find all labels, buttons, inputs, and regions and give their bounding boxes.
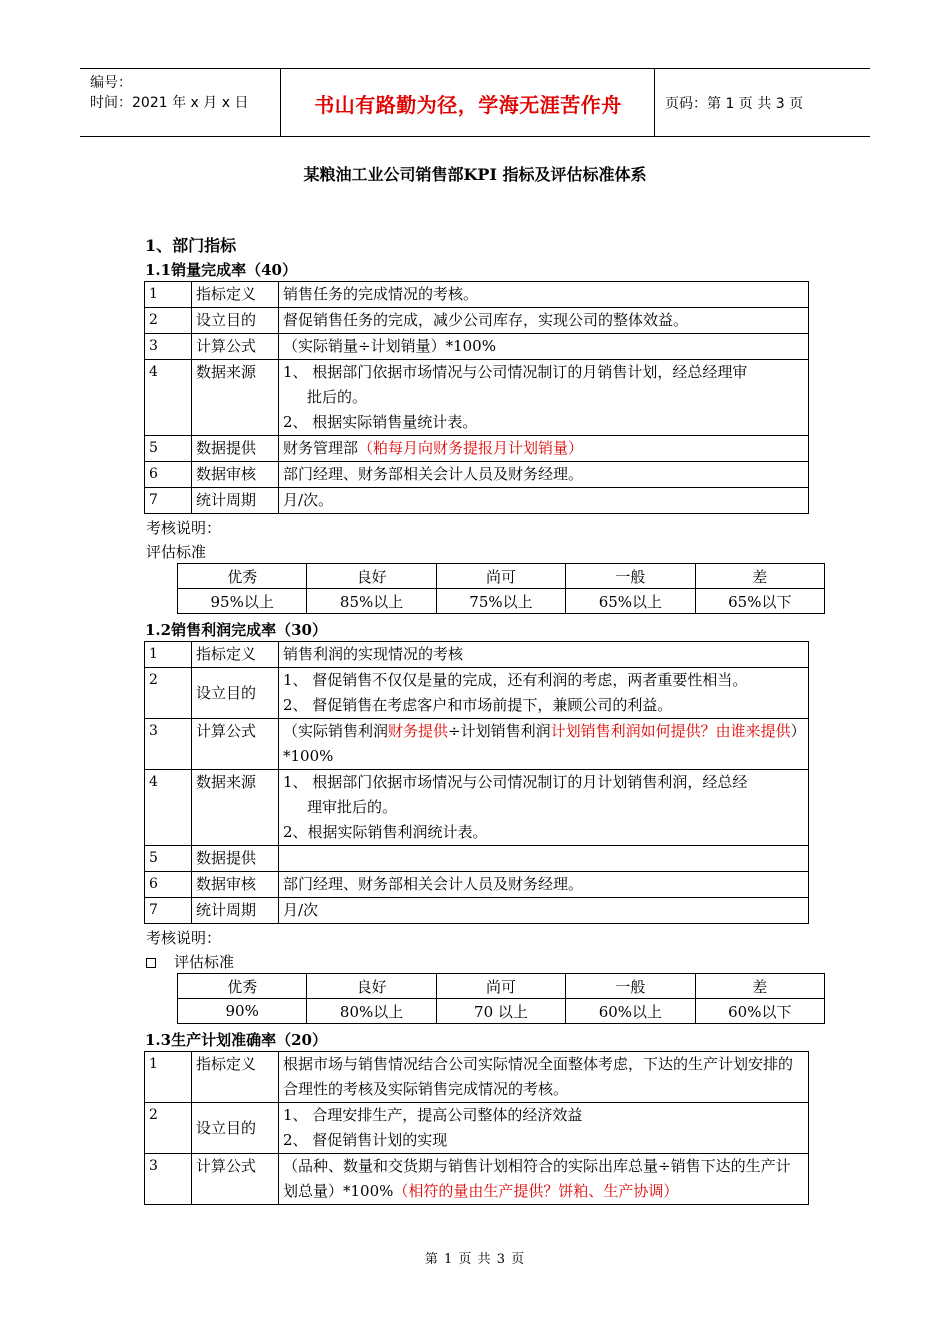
row-content bbox=[279, 719, 809, 770]
header-meta bbox=[90, 73, 248, 113]
row-number: 4 bbox=[145, 360, 192, 436]
header-motto: 书山有路勤为径，学海无涯苦作舟 bbox=[314, 93, 622, 117]
content-line: 1、 根据部门依据市场情况与公司情况制订的月销售计划，经总经理审 bbox=[283, 363, 748, 381]
kpi-1-heading: 1.1销量完成率（40） bbox=[145, 261, 297, 279]
row-content bbox=[279, 668, 809, 719]
content-line: 1、 合理安排生产，提高公司整体的经济效益 bbox=[283, 1106, 583, 1124]
row-number: 6 bbox=[145, 462, 192, 488]
row-label: 指标定义 bbox=[192, 1052, 279, 1103]
row-label: 指标定义 bbox=[192, 642, 279, 668]
standard-label: 评估标准 bbox=[146, 543, 207, 561]
row-label: 统计周期 bbox=[192, 898, 279, 924]
red-annotation: 计划销售利润如何提供？由谁来提供 bbox=[550, 722, 791, 740]
table-row bbox=[178, 999, 825, 1024]
page-header bbox=[80, 68, 870, 137]
assessment-note: 考核说明： bbox=[146, 519, 222, 537]
row-label: 数据来源 bbox=[192, 360, 279, 436]
table-row bbox=[145, 898, 809, 924]
standard-label-text: 评估标准 bbox=[174, 953, 235, 971]
red-annotation: （相符的量由生产提供？饼粕、生产协调） bbox=[393, 1182, 679, 1200]
header-page-info: 页码：第 1 页 共 3 页 bbox=[665, 96, 804, 112]
time-label: 时间：2021 年 x 月 x 日 bbox=[90, 95, 249, 111]
table-row bbox=[145, 846, 809, 872]
row-number: 1 bbox=[145, 282, 192, 308]
table-row bbox=[145, 872, 809, 898]
grade-header: 一般 bbox=[566, 974, 695, 999]
grade-header: 良好 bbox=[307, 564, 436, 589]
row-content: 部门经理、财务部相关会计人员及财务经理。 bbox=[279, 462, 809, 488]
row-label: 计算公式 bbox=[192, 1154, 279, 1205]
section-heading: 1、部门指标 bbox=[145, 236, 237, 255]
grade-value: 60%以上 bbox=[566, 999, 695, 1024]
grade-header: 良好 bbox=[307, 974, 436, 999]
table-row bbox=[145, 770, 809, 846]
grade-value: 85%以上 bbox=[307, 589, 436, 614]
row-label: 数据审核 bbox=[192, 872, 279, 898]
row-content: 月/次 bbox=[279, 898, 809, 924]
kpi-3-table bbox=[144, 1051, 809, 1205]
grade-header: 差 bbox=[695, 564, 824, 589]
red-annotation: 财务提供 bbox=[388, 722, 449, 740]
grade-value: 65%以上 bbox=[566, 589, 695, 614]
content-line: 1、 根据部门依据市场情况与公司情况制订的月计划销售利润，经总经 bbox=[283, 773, 748, 791]
header-divider bbox=[280, 69, 281, 136]
row-label: 数据来源 bbox=[192, 770, 279, 846]
table-row bbox=[145, 1052, 809, 1103]
standard-table bbox=[177, 563, 825, 614]
row-number: 7 bbox=[145, 488, 192, 514]
content-line: 理审批后的。 bbox=[307, 798, 398, 816]
row-content bbox=[279, 1103, 809, 1154]
row-label: 统计周期 bbox=[192, 488, 279, 514]
kpi-2-heading: 1.2销售利润完成率（30） bbox=[145, 621, 327, 639]
row-label: 设立目的 bbox=[192, 668, 279, 719]
row-number: 1 bbox=[145, 1052, 192, 1103]
grade-value: 70 以上 bbox=[436, 999, 565, 1024]
content-line: 2、 督促销售在考虑客户和市场前提下，兼顾公司的利益。 bbox=[283, 696, 673, 714]
row-content bbox=[279, 770, 809, 846]
document-title: 某粮油工业公司销售部KPI 指标及评估标准体系 bbox=[303, 165, 647, 184]
row-content: 销售任务的完成情况的考核。 bbox=[279, 282, 809, 308]
table-row bbox=[145, 719, 809, 770]
table-row bbox=[145, 462, 809, 488]
row-number: 2 bbox=[145, 668, 192, 719]
row-number: 3 bbox=[145, 1154, 192, 1205]
red-annotation: （粕每月向财务提报月计划销量） bbox=[358, 439, 584, 457]
grade-header: 一般 bbox=[566, 564, 695, 589]
table-row bbox=[145, 1154, 809, 1205]
row-label: 数据审核 bbox=[192, 462, 279, 488]
row-content: 督促销售任务的完成，减少公司库存，实现公司的整体效益。 bbox=[279, 308, 809, 334]
row-content: 销售利润的实现情况的考核 bbox=[279, 642, 809, 668]
row-content bbox=[279, 846, 809, 872]
table-row bbox=[145, 334, 809, 360]
row-label: 计算公式 bbox=[192, 334, 279, 360]
grade-value: 90% bbox=[178, 999, 307, 1024]
table-row bbox=[178, 974, 825, 999]
row-label: 设立目的 bbox=[192, 1103, 279, 1154]
table-row bbox=[145, 642, 809, 668]
kpi-3-heading: 1.3生产计划准确率（20） bbox=[145, 1031, 327, 1049]
table-row bbox=[178, 564, 825, 589]
row-number: 7 bbox=[145, 898, 192, 924]
content-line: 2、 根据实际销售量统计表。 bbox=[283, 413, 478, 431]
row-content: 部门经理、财务部相关会计人员及财务经理。 bbox=[279, 872, 809, 898]
table-row bbox=[145, 282, 809, 308]
row-number: 6 bbox=[145, 872, 192, 898]
row-content: 月/次。 bbox=[279, 488, 809, 514]
row-number: 3 bbox=[145, 719, 192, 770]
page-footer: 第 1 页 共 3 页 bbox=[424, 1252, 526, 1267]
grade-value: 60%以下 bbox=[695, 999, 824, 1024]
table-row bbox=[145, 668, 809, 719]
row-number: 4 bbox=[145, 770, 192, 846]
row-number: 5 bbox=[145, 846, 192, 872]
grade-header: 差 bbox=[695, 974, 824, 999]
content-line: 1、 督促销售不仅仅是量的完成，还有利润的考虑，两者重要性相当。 bbox=[283, 671, 748, 689]
row-content bbox=[279, 360, 809, 436]
row-label: 设立目的 bbox=[192, 308, 279, 334]
grade-header: 尚可 bbox=[436, 974, 565, 999]
formula-text: ÷计划销售利润 bbox=[448, 722, 551, 740]
standard-table bbox=[177, 973, 825, 1024]
table-row bbox=[145, 488, 809, 514]
row-label: 计算公式 bbox=[192, 719, 279, 770]
content-line: 2、 督促销售计划的实现 bbox=[283, 1131, 448, 1149]
row-number: 1 bbox=[145, 642, 192, 668]
row-content: 根据市场与销售情况结合公司实际情况全面整体考虑，下达的生产计划安排的合理性的考核及实际销售完成情况的考核。 bbox=[279, 1052, 809, 1103]
grade-value: 80%以上 bbox=[307, 999, 436, 1024]
content-line: 2、根据实际销售利润统计表。 bbox=[283, 823, 488, 841]
grade-value: 95%以上 bbox=[178, 589, 307, 614]
grade-value: 75%以上 bbox=[436, 589, 565, 614]
content-line: 批后的。 bbox=[307, 388, 368, 406]
grade-header: 优秀 bbox=[178, 564, 307, 589]
table-row bbox=[145, 360, 809, 436]
grade-value: 65%以下 bbox=[695, 589, 824, 614]
table-row bbox=[145, 308, 809, 334]
bullet-square-icon bbox=[146, 958, 156, 968]
row-content bbox=[279, 436, 809, 462]
standard-label bbox=[146, 951, 234, 972]
kpi-2-table bbox=[144, 641, 809, 924]
formula-text: （品种、数量和交货期与销售计划相符合的实际出库总量÷销售下达的生产计划总量）*100% bbox=[283, 1157, 791, 1200]
row-number: 3 bbox=[145, 334, 192, 360]
content-text: 财务管理部 bbox=[283, 439, 359, 457]
grade-header: 优秀 bbox=[178, 974, 307, 999]
grade-header: 尚可 bbox=[436, 564, 565, 589]
table-row bbox=[145, 436, 809, 462]
table-row bbox=[145, 1103, 809, 1154]
number-label: 编号： bbox=[90, 75, 132, 91]
header-divider bbox=[654, 69, 655, 136]
row-label: 数据提供 bbox=[192, 436, 279, 462]
row-content bbox=[279, 1154, 809, 1205]
table-row bbox=[178, 589, 825, 614]
formula-text: ）*100% bbox=[283, 722, 799, 765]
row-content: （实际销量÷计划销量）*100% bbox=[279, 334, 809, 360]
row-number: 2 bbox=[145, 1103, 192, 1154]
assessment-note: 考核说明： bbox=[146, 929, 222, 947]
row-label: 数据提供 bbox=[192, 846, 279, 872]
formula-text: （实际销售利润 bbox=[283, 722, 389, 740]
row-label: 指标定义 bbox=[192, 282, 279, 308]
kpi-1-table bbox=[144, 281, 809, 514]
row-number: 2 bbox=[145, 308, 192, 334]
row-number: 5 bbox=[145, 436, 192, 462]
